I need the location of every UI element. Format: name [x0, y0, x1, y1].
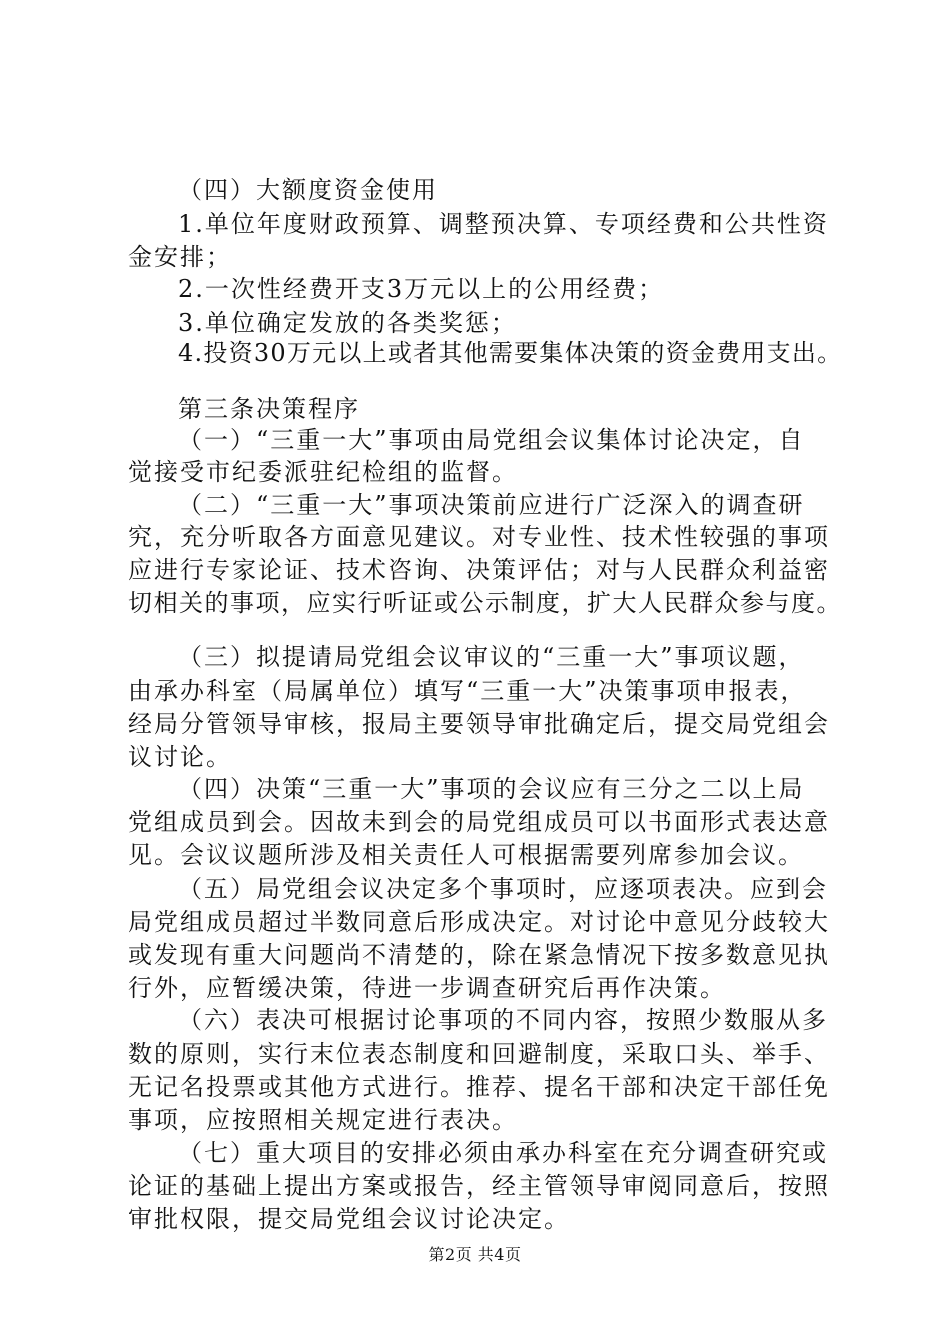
paragraph-line: 1.单位年度财政预算、调整预决算、专项经费和公共性资 — [178, 210, 829, 238]
paragraph-line: 应进行专家论证、技术咨询、决策评估；对与人民群众利益密 — [128, 556, 830, 584]
paragraph-line: 局党组成员超过半数同意后形成决定。对讨论中意见分歧较大 — [128, 908, 830, 936]
paragraph-line: （七）重大项目的安排必须由承办科室在充分调查研究或 — [178, 1139, 828, 1167]
paragraph-line: （四）决策“三重一大”事项的会议应有三分之二以上局 — [178, 775, 805, 803]
paragraph-line: （二）“三重一大”事项决策前应进行广泛深入的调查研 — [178, 491, 805, 519]
paragraph-line: 金安排； — [128, 243, 232, 271]
paragraph-line: （一）“三重一大”事项由局党组会议集体讨论决定，自 — [178, 426, 805, 454]
paragraph-line: （三）拟提请局党组会议审议的“三重一大”事项议题， — [178, 643, 805, 671]
paragraph-line: 由承办科室（局属单位）填写“三重一大”决策事项申报表， — [128, 677, 807, 705]
paragraph-line: （六）表决可根据讨论事项的不同内容，按照少数服从多 — [178, 1006, 828, 1034]
paragraph-line: 见。会议议题所涉及相关责任人可根据需要列席参加会议。 — [128, 841, 804, 869]
paragraph-line: 3.单位确定发放的各类奖惩； — [178, 309, 517, 337]
paragraph-line: 行外，应暂缓决策，待进一步调查研究后再作决策。 — [128, 974, 726, 1002]
paragraph-line: 觉接受市纪委派驻纪检组的监督。 — [128, 458, 518, 486]
paragraph-line: 究，充分听取各方面意见建议。对专业性、技术性较强的事项 — [128, 523, 830, 551]
paragraph-line: 党组成员到会。因故未到会的局党组成员可以书面形式表达意 — [128, 808, 830, 836]
paragraph-line: 经局分管领导审核，报局主要领导审批确定后，提交局党组会 — [128, 710, 830, 738]
heading-large-funds: （四）大额度资金使用 — [178, 176, 438, 204]
paragraph-line: （五）局党组会议决定多个事项时，应逐项表决。应到会 — [178, 875, 828, 903]
page-number-footer: 第2页 共4页 — [428, 1245, 522, 1264]
paragraph-line: 4.投资30万元以上或者其他需要集体决策的资金费用支出。 — [178, 339, 843, 367]
paragraph-line: 审批权限，提交局党组会议讨论决定。 — [128, 1205, 570, 1233]
paragraph-line: 论证的基础上提出方案或报告，经主管领导审阅同意后，按照 — [128, 1172, 830, 1200]
paragraph-line: 数的原则，实行末位表态制度和回避制度，采取口头、举手、 — [128, 1040, 830, 1068]
section-heading-decision-procedure: 第三条决策程序 — [178, 395, 360, 423]
paragraph-line: 议讨论。 — [128, 743, 232, 771]
paragraph-line: 切相关的事项，应实行听证或公示制度，扩大人民群众参与度。 — [128, 589, 842, 617]
paragraph-line: 或发现有重大问题尚不清楚的，除在紧急情况下按多数意见执 — [128, 941, 830, 969]
paragraph-line: 2.一次性经费开支3万元以上的公用经费； — [178, 275, 665, 303]
paragraph-line: 无记名投票或其他方式进行。推荐、提名干部和决定干部任免 — [128, 1073, 830, 1101]
paragraph-line: 事项，应按照相关规定进行表决。 — [128, 1106, 518, 1134]
